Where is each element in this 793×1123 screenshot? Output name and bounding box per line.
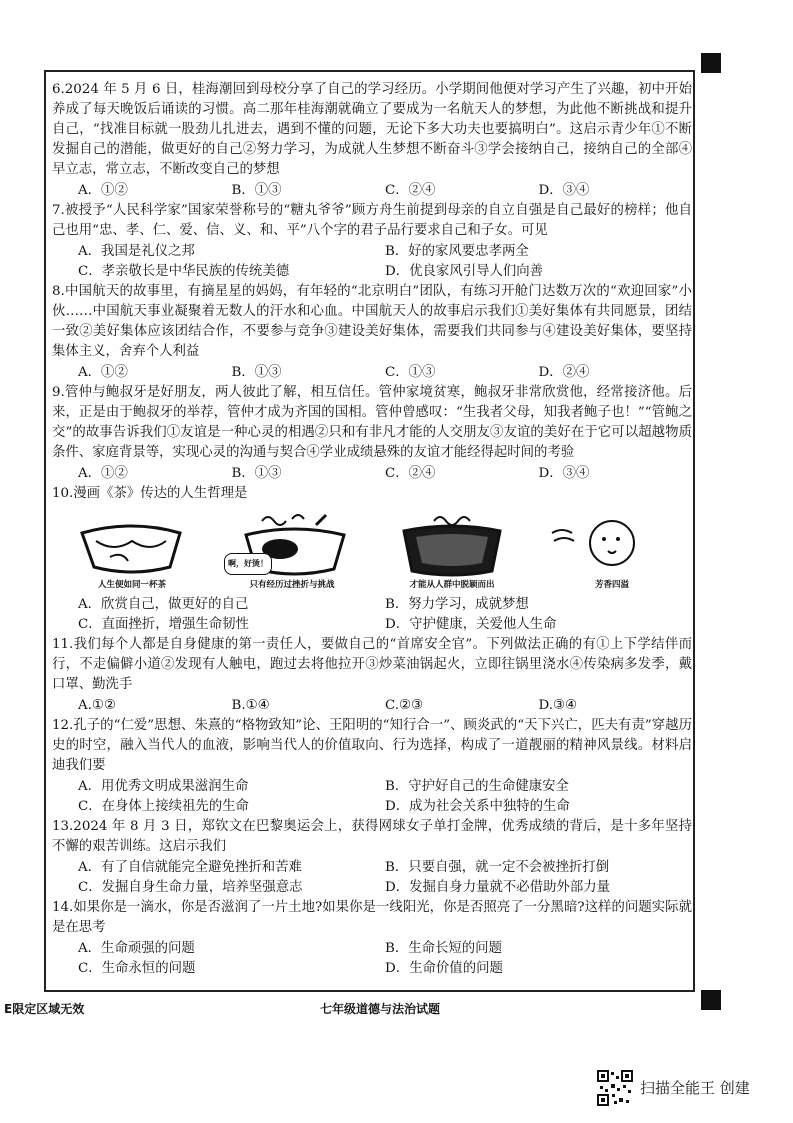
option-b: B．生命长短的问题 [385, 941, 502, 956]
question-stem: 12.孔子的“仁爱”思想、朱熹的“格物致知”论、王阳明的“知行合一”、顾炎武的“天下兴亡，匹夫有责”穿越历史的时空，融入当代人的血液，影响当代人的价值取向、行为选择，构成了一道靓丽的精神风景线。材料启迪我们要 [52, 718, 692, 773]
comic-caption: 才能从人群中脱颖而出 [409, 580, 495, 590]
question-stem: 10.漫画《茶》传达的人生哲理是 [52, 486, 248, 501]
comic-caption: 芳香四溢 [594, 580, 629, 590]
option-d: D．成为社会关系中独特的生命 [385, 799, 570, 814]
option-d: D．生命价值的问题 [385, 961, 503, 976]
option-a: A．①② [78, 466, 128, 481]
question-12-options [52, 777, 692, 797]
question-stem: 13.2024 年 8 月 3 日，郑钦文在巴黎奥运会上，获得网球女子单打金牌，优秀成绩的背后，是十多年坚持不懈的艰苦训练。这启示我们 [52, 819, 692, 854]
option-b: B．只要自强，就一定不会被挫折打倒 [385, 860, 610, 875]
option-b: B．①③ [231, 183, 282, 198]
registration-mark-top-right [701, 53, 721, 73]
option-c: C．②④ [385, 466, 436, 481]
question-stem: 8.中国航天的故事里，有摘星星的妈妈，有年轻的“北京明白”团队，有练习开舱门达数万次的“欢迎回家”小伙……中国航天事业凝聚着无数人的汗水和心血。中国航天人的故事启示我们①美好集体有共同愿景，团结一致②美好集体应该团结合作，不要参与竞争③建设美好集体，需要我们共同参与④建设美好集体，要坚持集体主义，舍弃个人利益 [52, 284, 692, 359]
option-d: D．守护健康，关爱他人生命 [385, 617, 557, 632]
tea-cup-drawing [62, 511, 202, 581]
question-10 [52, 484, 692, 504]
option-a: A．①② [78, 183, 128, 198]
option-a: A．生命顽强的问题 [78, 941, 195, 956]
option-c: C.②③ [385, 698, 424, 713]
tea-comic-strip [52, 505, 692, 595]
registration-mark-bottom-right [701, 990, 721, 1010]
option-d: D．优良家风引导人们向善 [385, 264, 544, 279]
option-c: C．发掘自身生命力量，培养坚强意志 [78, 880, 303, 895]
comic-panel-2 [222, 511, 362, 595]
question-6 [52, 80, 692, 180]
option-d: D．发掘自身力量就不必借助外部力量 [385, 880, 610, 895]
question-14 [52, 898, 692, 938]
option-b: B．努力学习，成就梦想 [385, 597, 529, 612]
option-d: D．③④ [538, 466, 590, 481]
option-c: C．孝亲敬长是中华民族的传统美德 [78, 264, 290, 279]
steaming-cup-drawing [382, 511, 522, 581]
option-c: C．直面挫折，增强生命韧性 [78, 617, 249, 632]
comic-panel-4 [542, 511, 682, 595]
option-c: C．生命永恒的问题 [78, 961, 196, 976]
option-c: C．在身体上接续祖先的生命 [78, 799, 249, 814]
option-a: A．我国是礼仪之邦 [78, 244, 195, 259]
question-13 [52, 817, 692, 857]
person-smelling-drawing [542, 511, 682, 581]
comic-caption: 只有经历过挫折与挑战 [249, 580, 335, 590]
question-9-options [52, 464, 692, 484]
question-stem: 14.如果你是一滴水，你是否滋润了一片土地?如果你是一线阳光，你是否照亮了一分黑暗?这样的问题实际就是在思考 [52, 900, 692, 935]
question-12 [52, 716, 692, 776]
footer-restricted-area-note: E限定区域无效 [4, 1002, 85, 1016]
option-a: A．①② [78, 365, 128, 380]
question-13-options [52, 858, 692, 878]
question-10-options-row2 [52, 615, 692, 635]
question-14-options [52, 939, 692, 959]
option-a: A．欣赏自己，做更好的自己 [78, 597, 249, 612]
option-c: C．①③ [385, 365, 436, 380]
question-12-options-row2 [52, 797, 692, 817]
option-b: B．①③ [231, 365, 282, 380]
comic-panel-1 [62, 511, 202, 595]
question-stem: 6.2024 年 5 月 6 日，桂海潮回到母校分享了自己的学习经历。小学期间他便对学习产生了兴趣，初中开始养成了每天晚饭后诵读的习惯。高二那年桂海潮就确立了要成为一名航天人的梦想，为此他不断挑战和提升自己，“找准目标就一股劲儿扎进去，遇到不懂的问题，无论下多大功夫也要搞明白”。这启示青少年①不断发掘自己的潜能，做更好的自己②努力学习，为成就人生梦想不断奋斗③学会接纳自己，接纳自己的全部④早立志，常立志，不断改变自己的梦想 [52, 82, 692, 177]
question-stem: 9.管仲与鲍叔牙是好朋友，两人彼此了解，相互信任。管仲家境贫寒，鲍叔牙非常欣赏他，经常接济他。后来，正是由于鲍叔牙的举荐，管仲才成为齐国的国相。管仲曾感叹：“生我者父母，知我者鲍子也！”“管鲍之交”的故事告诉我们①友谊是一种心灵的相遇②只和有非凡才能的人交朋友③友谊的美好在于它可以超越物质条件、家庭背景等，实现心灵的沟通与契合④学业成绩悬殊的友谊才能经得起时间的考验 [52, 385, 692, 460]
question-13-options-row2 [52, 878, 692, 898]
option-b: B．守护好自己的生命健康安全 [385, 779, 569, 794]
question-8-options [52, 363, 692, 383]
option-c: C．②④ [385, 183, 436, 198]
footer-exam-title: 七年级道德与法治试题 [320, 1002, 441, 1016]
question-11 [52, 635, 692, 695]
question-6-options [52, 181, 692, 201]
option-d: D.③④ [538, 698, 578, 713]
question-11-options [52, 696, 692, 716]
question-9 [52, 383, 692, 463]
option-a: A．用优秀文明成果滋润生命 [78, 779, 249, 794]
option-d: D．②④ [538, 365, 590, 380]
exam-content [52, 80, 692, 979]
option-a: A．有了自信就能完全避免挫折和苦难 [78, 860, 302, 875]
comic-panel-3 [382, 511, 522, 595]
question-7-options [52, 242, 692, 262]
option-a: A.①② [78, 698, 116, 713]
question-8 [52, 282, 692, 362]
question-7-options-row2 [52, 262, 692, 282]
question-14-options-row2 [52, 959, 692, 979]
question-stem: 11.我们每个人都是自身健康的第一责任人，要做自己的“首席安全官”。下列做法正确的有①上下学结伴而行，不走偏僻小道②发现有人触电，跑过去将他拉开③炒菜油锅起火，立即往锅里浇水④传染病多发季，戴口罩、勤洗手 [52, 637, 692, 692]
question-stem: 7.被授予“人民科学家”国家荣誉称号的“糖丸爷爷”顾方舟生前提到母亲的自立自强是自己最好的榜样；他自己也用“忠、孝、仁、爱、信、义、和、平”八个字的君子品行要求自己和子女。可见 [52, 203, 692, 238]
option-b: B．①③ [231, 466, 282, 481]
option-b: B．好的家风要忠孝两全 [385, 244, 529, 259]
question-7 [52, 201, 692, 241]
qr-code-icon [597, 1070, 633, 1106]
comic-caption: 人生便如同一杯茶 [97, 580, 166, 590]
option-b: B.①④ [231, 698, 270, 713]
comic-speech-bubble: 啊，好烫！ [224, 553, 272, 575]
option-d: D．③④ [538, 183, 590, 198]
scanner-watermark: 扫描全能王 创建 [640, 1079, 750, 1097]
question-10-options [52, 595, 692, 615]
